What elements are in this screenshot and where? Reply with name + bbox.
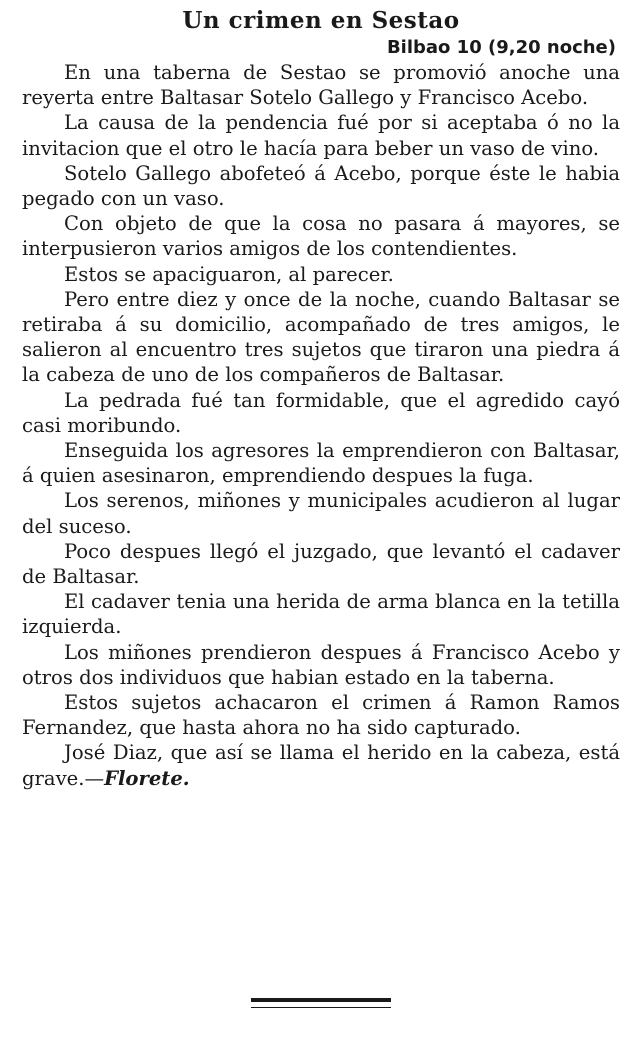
article-paragraph: Estos sujetos achacaron el crimen á Ramon Ramos Fernandez, que hasta ahora no ha sido capturado. <box>22 691 620 740</box>
article-paragraph: Enseguida los agresores la emprendieron con Baltasar, á quien asesinaron, emprendiendo despues la fuga. <box>22 439 620 488</box>
rule-thick-line <box>251 998 391 1002</box>
article-headline: Un crimen en Sestao <box>182 7 460 34</box>
article-body <box>22 60 620 791</box>
article-paragraph: Estos se apaciguaron, al parecer. <box>64 262 394 286</box>
last-paragraph-text: José Diaz, que así se llama el herido en la cabeza, está grave.— <box>22 741 620 790</box>
article-paragraph: Con objeto de que la cosa no pasara á mayores, se interpusieron varios amigos de los contendientes. <box>22 212 620 261</box>
article-paragraph: En una taberna de Sestao se promovió anoche una reyerta entre Baltasar Sotelo Gallego y Francisco Acebo. <box>22 61 620 110</box>
article-paragraph: La causa de la pendencia fué por si aceptaba ó no la invitacion que el otro le hacía para beber un vaso de vino. <box>22 111 620 160</box>
end-rule <box>0 998 642 1008</box>
article-dateline: Bilbao 10 (9,20 noche) <box>386 37 616 58</box>
article-paragraph: Los miñones prendieron despues á Francisco Acebo y otros dos individuos que habian estado en la taberna. <box>22 640 620 689</box>
article-paragraph: Pero entre diez y once de la noche, cuando Baltasar se retiraba á su domicilio, acompañado de tres amigos, le salieron al encuentro tres sujetos que tiraron una piedra á la cabeza de uno de los compañeros de Baltasar. <box>22 287 620 387</box>
rule-thin-line <box>251 1007 391 1009</box>
article-paragraph: El cadaver tenia una herida de arma blanca en la tetilla izquierda. <box>22 590 620 639</box>
article-paragraph: Los serenos, miñones y municipales acudieron al lugar del suceso. <box>22 489 620 538</box>
article-paragraph: Sotelo Gallego abofeteó á Acebo, porque éste le habia pegado con un vaso. <box>22 161 620 211</box>
double-rule-divider <box>251 998 391 1008</box>
article-last-paragraph <box>22 740 620 790</box>
article-paragraph: La pedrada fué tan formidable, que el agredido cayó casi moribundo. <box>22 388 620 437</box>
article-author: Florete. <box>104 766 190 790</box>
article-paragraph: Poco despues llegó el juzgado, que levantó el cadaver de Baltasar. <box>22 539 620 589</box>
